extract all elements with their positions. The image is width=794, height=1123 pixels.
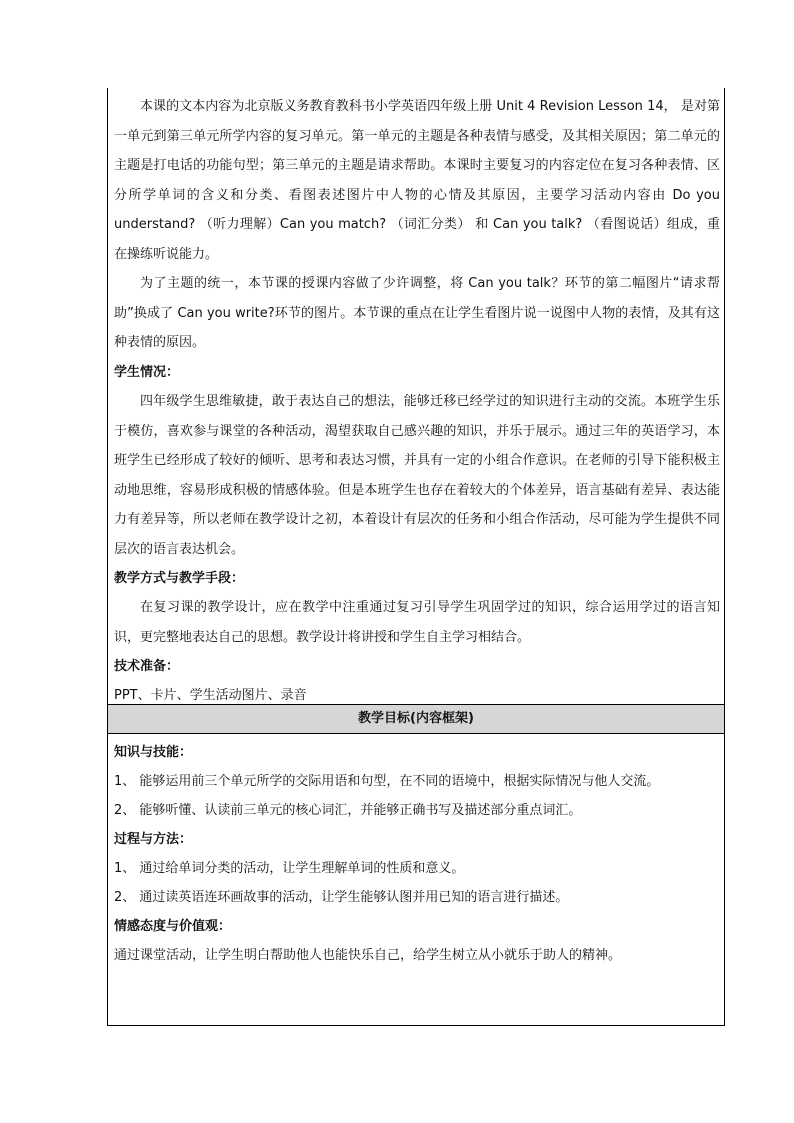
methods-heading: 教学方式与教学手段： [114, 571, 245, 586]
knowledge-heading: 知识与技能： [114, 745, 193, 760]
knowledge-item-2: 2、 能够听懂、认读前三单元的核心词汇，并能够正确书写及描述部分重点词汇。 [114, 803, 582, 818]
emotion-paragraph: 通过课堂活动，让学生明白帮助他人也能快乐自己，给学生树立从小就乐于助人的精神。 [114, 948, 622, 963]
students-paragraph: 四年级学生思维敏捷，敢于表达自己的想法，能够迁移已经学过的知识进行主动的交流。本班学生乐于模仿，喜欢参与课堂的各种活动，渴望获取自己感兴趣的知识，并乐于展示。通过三年的英语学习，本班学生已经形成了较好的倾听、思考和表达习惯，并具有一定的小组合作意识。在老师的引导下能积极主动地思维，容易形成积极的情感体验。但是本班学生也存在着较大的个体差异，语言基础有差异、表达能力有差异等，所以老师在教学设计之初，本着设计有层次的任务和小组合作活动，尽可能为学生提供不同层次的语言表达机会。 [114, 394, 720, 557]
process-item-1: 1、 通过给单词分类的活动，让学生理解单词的性质和意义。 [114, 861, 465, 876]
tech-heading: 技术准备： [114, 659, 180, 674]
process-item-2: 2、 通过读英语连环画故事的活动，让学生能够认图并用已知的语言进行描述。 [114, 890, 569, 905]
lesson-plan-table [107, 88, 725, 1026]
knowledge-item-1: 1、 能够运用前三个单元所学的交际用语和句型，在不同的语境中，根据实际情况与他人交流。 [114, 774, 660, 789]
background-section [108, 88, 724, 704]
objectives-title-bar: 教学目标(内容框架) [108, 704, 724, 734]
intro-paragraph-2: 为了主题的统一，本节课的授课内容做了少许调整，将 Can you talk？环节的第二幅图片“请求帮助”换成了 Can you write?环节的图片。本节课的重点在让学生看图片说一说图中人物的表情，及其有这种表情的原因。 [114, 276, 720, 350]
students-heading: 学生情况： [114, 365, 180, 380]
process-heading: 过程与方法： [114, 832, 193, 847]
intro-paragraph-1: 本课的文本内容为北京版义务教育教科书小学英语四年级上册 Unit 4 Revision Lesson 14， 是对第一单元到第三单元所学内容的复习单元。第一单元的主题是各种表情与感受，及其相关原因；第二单元的主题是打电话的功能句型；第三单元的主题是请求帮助。本课时主要复习的内容定位在复习各种表情、区分所学单词的含义和分类、看图表述图片中人物的心情及其原因，主要学习活动内容由 Do you understand? （听力理解）Can you match? （词汇分类） 和 Can you talk? （看图说话）组成，重在操练听说能力。 [114, 99, 720, 262]
emotion-heading: 情感态度与价值观： [114, 919, 232, 934]
methods-paragraph: 在复习课的教学设计，应在教学中注重通过复习引导学生巩固学过的知识，综合运用学过的语言知识，更完整地表达自己的思想。教学设计将讲授和学生自主学习相结合。 [114, 600, 720, 645]
tech-paragraph: PPT、卡片、学生活动图片、录音 [114, 688, 307, 703]
